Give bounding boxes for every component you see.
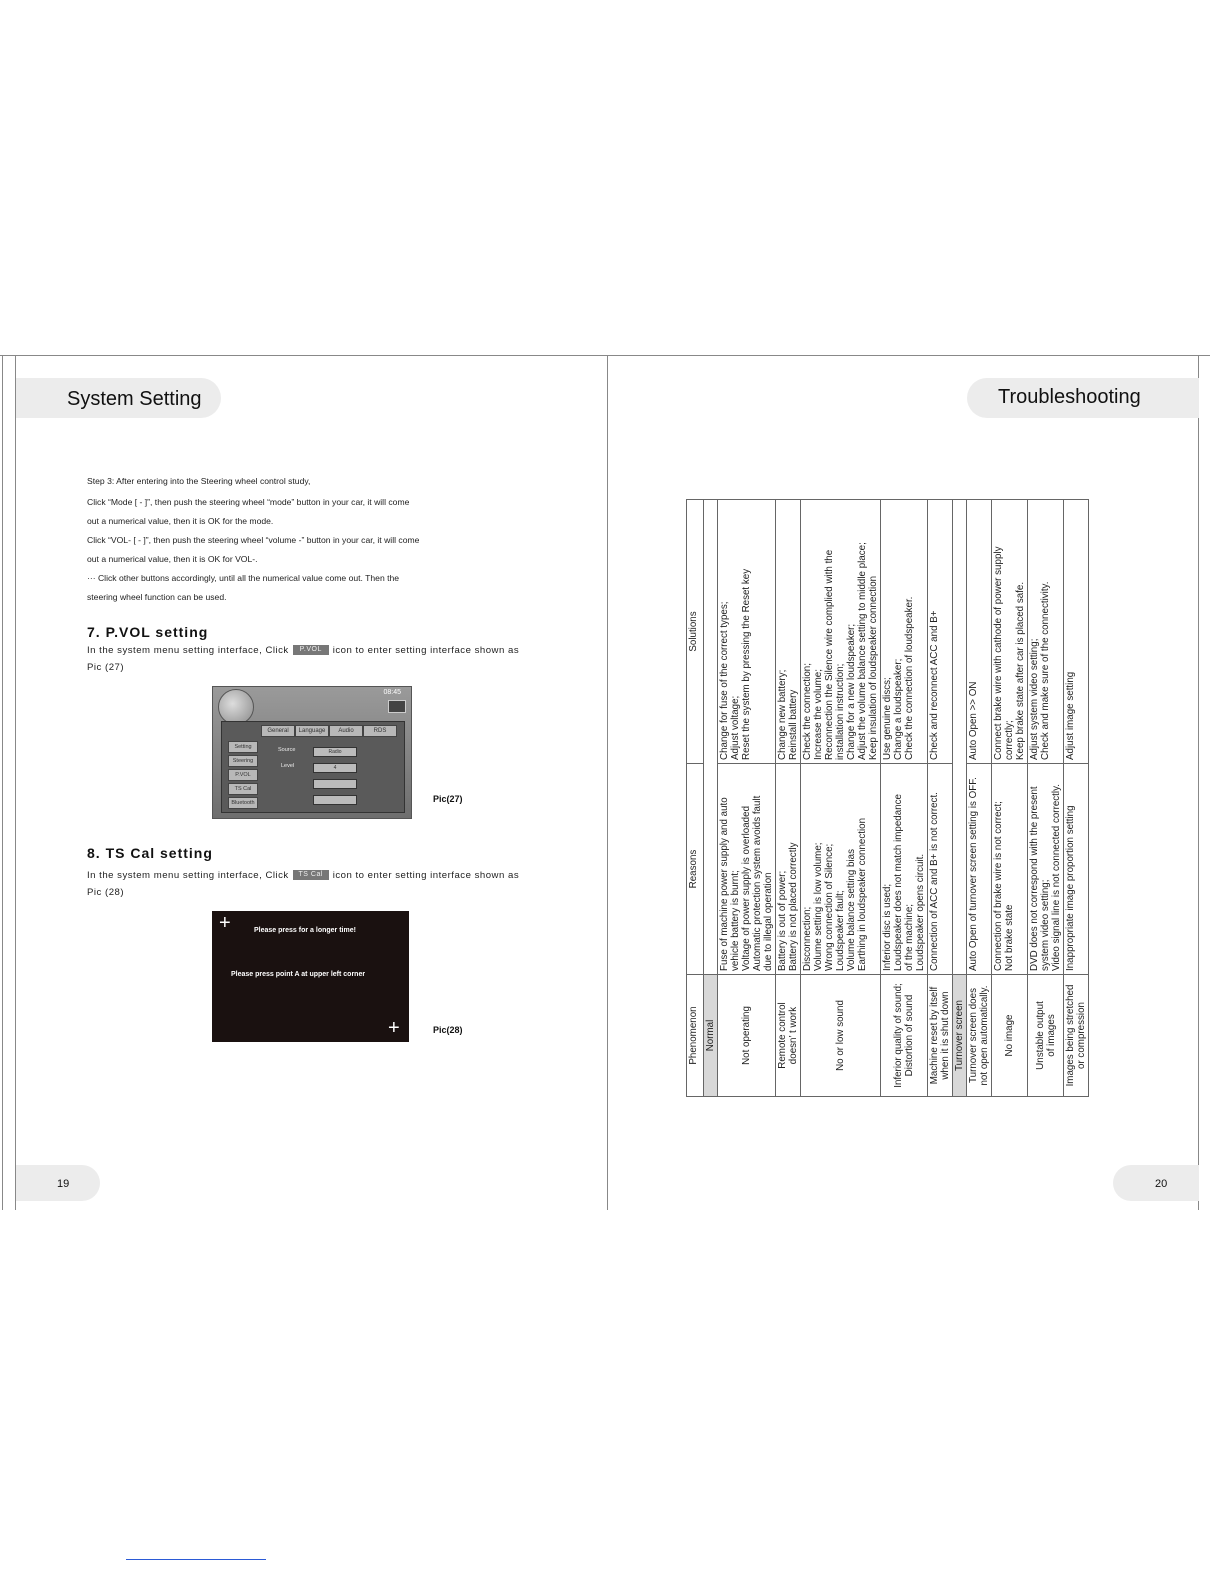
crosshair-icon: +	[219, 912, 231, 934]
screen-line2: Please press point A at upper left corner	[231, 971, 366, 978]
category-cell: Turnover screen	[953, 975, 967, 1097]
solutions-line: Keep brake state after car is placed safe.	[1015, 581, 1026, 760]
section-heading-tscal: 8. TS Cal setting	[87, 845, 213, 861]
intro-line: steering wheel function can be used.	[87, 592, 227, 602]
table-row	[928, 500, 953, 1097]
reasons-line: Volume setting is low volume;	[813, 842, 824, 971]
section-text-pvol	[87, 645, 519, 656]
blank-field	[313, 795, 357, 805]
screen-line1: Please press for a longer time!	[254, 927, 356, 934]
section-text-pvol-line2: Pic (27)	[87, 662, 125, 673]
side-steering: Steering	[228, 755, 258, 767]
spine	[607, 355, 608, 1210]
solutions-line: Auto Open >> ON	[968, 681, 979, 760]
solutions-line: Change new battery;	[777, 669, 788, 760]
col-header-solutions: Solutions	[687, 500, 704, 764]
underline-mark	[126, 1559, 266, 1560]
reasons-cell	[801, 764, 881, 975]
side-setting: Setting	[228, 741, 258, 753]
reasons-line: Earthing in loudspeaker connection	[857, 817, 868, 971]
phenomenon-line: Remote control	[777, 1002, 788, 1069]
intro-line: out a numerical value, then it is OK for VOL-.	[87, 554, 258, 564]
reasons-cell	[1028, 764, 1064, 975]
reasons-cell	[881, 764, 928, 975]
category-cell: Normal	[704, 975, 718, 1097]
tscal-screen-image	[212, 911, 409, 1042]
left-inner-margin	[15, 355, 16, 1210]
reasons-line: Video signal line is not connected correctly.	[1051, 784, 1062, 971]
pvol-screen-image	[212, 686, 412, 819]
intro-line: out a numerical value, then it is OK for the mode.	[87, 516, 274, 526]
table-row	[1028, 500, 1064, 1097]
tscal-icon[interactable]: TS Cal	[293, 870, 329, 880]
reasons-line: Fuse of machine power supply and auto	[719, 797, 730, 971]
solutions-line: Check and make sure of the connectivity.	[1040, 581, 1051, 760]
section-text-tscal-line2: Pic (28)	[87, 887, 125, 898]
level-field: 4	[313, 763, 357, 773]
phenomenon-cell	[967, 975, 992, 1097]
reasons-cell	[718, 764, 776, 975]
reasons-line: Wrong connection of Silence;	[824, 843, 835, 971]
reasons-line: Not brake state	[1004, 904, 1015, 971]
page-number-left: 19	[57, 1178, 70, 1190]
source-label: Source	[278, 747, 296, 753]
solutions-line: Change for fuse of the correct types;	[719, 601, 730, 760]
pic27-caption: Pic(27)	[433, 794, 463, 804]
table-row	[992, 500, 1028, 1097]
table-row	[776, 500, 801, 1097]
page-title-troubleshooting: Troubleshooting	[998, 386, 1141, 408]
col-header-reasons: Reasons	[687, 764, 704, 975]
reasons-line: Connection of ACC and B+ is not correct.	[929, 792, 940, 971]
table-row	[1064, 500, 1089, 1097]
side-pvol: P.VOL	[228, 769, 258, 781]
solutions-line: Increase the volume;	[813, 669, 824, 760]
troubleshooting-table	[686, 499, 1089, 1097]
back-icon	[388, 700, 406, 713]
phenomenon-cell	[801, 975, 881, 1097]
solutions-line: Connect brake wire with cathode of power supply	[993, 546, 1004, 760]
text: In the system menu setting interface, Click	[87, 870, 289, 881]
reasons-line: Inappropriate image proportion setting	[1065, 805, 1076, 971]
solutions-line: Reconnection the Silence wire complied with the	[824, 549, 835, 760]
phenomenon-cell	[718, 975, 776, 1097]
solutions-line: Reinstall battery	[788, 689, 799, 760]
table-row	[967, 500, 992, 1097]
solutions-cell	[1028, 500, 1064, 764]
solutions-line: Keep insulation of loudspeaker connection	[868, 575, 879, 760]
reasons-cell	[928, 764, 953, 975]
phenomenon-line: not open automatically.	[979, 985, 990, 1086]
solutions-cell	[928, 500, 953, 764]
pvol-icon[interactable]: P.VOL	[293, 645, 329, 655]
source-field: Radio	[313, 747, 357, 757]
solutions-line: Check the connection;	[802, 663, 813, 760]
solutions-line: Adjust image setting	[1065, 671, 1076, 760]
reasons-line: of the machine;	[904, 904, 915, 971]
solutions-cell	[718, 500, 776, 764]
tab-audio: Audio	[329, 725, 363, 737]
phenomenon-cell	[1028, 975, 1064, 1097]
intro-line: Click “Mode [ - ]”, then push the steering wheel “mode” button in your car, it will come	[87, 497, 410, 507]
knob-icon	[218, 689, 254, 725]
intro-line: Step 3: After entering into the Steering wheel control study,	[87, 476, 311, 486]
reasons-line: Loudspeaker does not match impedance	[893, 793, 904, 971]
phenomenon-line: Turnover screen does	[968, 988, 979, 1083]
reasons-cell	[776, 764, 801, 975]
reasons-line: Connection of brake wire is not correct;	[993, 801, 1004, 971]
solutions-line: correctly;	[1004, 720, 1015, 760]
phenomenon-line: doesn’ t work	[788, 1006, 799, 1065]
reasons-line: Loudspeaker fault;	[835, 890, 846, 971]
solutions-line: Reset the system by pressing the Reset key	[741, 568, 752, 760]
phenomenon-line: Not operating	[741, 1006, 752, 1065]
clock: 08:45	[383, 689, 401, 696]
phenomenon-cell	[881, 975, 928, 1097]
phenomenon-line: Machine reset by itself	[929, 986, 940, 1085]
reasons-line: vehicle battery is burnt;	[730, 870, 741, 971]
reasons-line: Voltage of power supply is overloaded	[741, 805, 752, 971]
troubleshooting-table-rotated	[686, 500, 1120, 1097]
crosshair-icon: +	[388, 1017, 400, 1039]
table-row	[801, 500, 881, 1097]
phenomenon-line: No or low sound	[835, 1000, 846, 1071]
level-label: Level	[281, 763, 295, 769]
right-inner-margin	[1198, 355, 1199, 1210]
category-spacer	[704, 500, 718, 975]
phenomenon-line: No image	[1004, 1014, 1015, 1057]
text: In the system menu setting interface, Click	[87, 645, 289, 656]
solutions-line: installation instruction;	[835, 663, 846, 760]
table-row	[718, 500, 776, 1097]
phenomenon-cell	[992, 975, 1028, 1097]
section-text-tscal	[87, 870, 519, 881]
solutions-line: Adjust voltage;	[730, 695, 741, 760]
phenomenon-cell	[776, 975, 801, 1097]
table-row	[881, 500, 928, 1097]
phenomenon-line: when it is shut down	[940, 991, 951, 1080]
reasons-line: Battery is out of power;	[777, 870, 788, 971]
solutions-line: Check the connection of loudspeaker.	[904, 596, 915, 760]
reasons-line: due to illegal operation	[763, 872, 774, 971]
solutions-cell	[881, 500, 928, 764]
side-bluetooth: Bluetooth	[228, 797, 258, 809]
phenomenon-line: Images being stretched	[1065, 984, 1076, 1087]
text: icon to enter setting interface shown as	[332, 870, 520, 881]
solutions-line: Adjust the volume balance setting to middle place;	[857, 542, 868, 760]
reasons-line: Battery is not placed correctly	[788, 842, 799, 971]
phenomenon-line: Unstable output	[1034, 1001, 1046, 1070]
solutions-line: Check and reconnect ACC and B+	[929, 610, 940, 760]
phenomenon-line: or compression	[1076, 1002, 1087, 1069]
pic28-caption: Pic(28)	[433, 1025, 463, 1035]
col-header-phenomenon: Phenomenon	[687, 975, 704, 1097]
solutions-line: Change a loudspeaker;	[893, 658, 904, 760]
reasons-line: Auto Open of turnover screen setting is OFF.	[968, 777, 979, 971]
reasons-cell	[992, 764, 1028, 975]
solutions-cell	[776, 500, 801, 764]
reasons-cell	[967, 764, 992, 975]
reasons-line: DVD does not correspond with the present	[1029, 786, 1040, 971]
tab-general: General	[261, 725, 295, 737]
intro-line: ··· Click other buttons accordingly, until all the numerical value come out. Then the	[87, 573, 400, 583]
top-border	[0, 355, 1210, 356]
section-heading-pvol: 7. P.VOL setting	[87, 624, 209, 640]
reasons-line: Volume balance setting bias	[846, 849, 857, 971]
text: icon to enter setting interface shown as	[332, 645, 520, 656]
solutions-cell	[801, 500, 881, 764]
reasons-line: system video setting;	[1040, 879, 1051, 971]
reasons-line: Automatic protection system avoids fault	[752, 795, 763, 971]
phenomenon-cell	[928, 975, 953, 1097]
blank-field	[313, 779, 357, 789]
solutions-line: Change for a new loudspeaker;	[846, 623, 857, 760]
tab-rds: RDS	[363, 725, 397, 737]
solutions-cell	[992, 500, 1028, 764]
reasons-line: Loudspeaker opens circuit.	[915, 853, 926, 971]
reasons-line: Inferior disc is used;	[882, 883, 893, 971]
side-tscal: TS Cal	[228, 783, 258, 795]
phenomenon-line: Distortion of sound	[904, 994, 915, 1077]
phenomenon-cell	[1064, 975, 1089, 1097]
page-title-system-setting: System Setting	[67, 388, 202, 410]
category-row	[704, 500, 718, 1097]
solutions-cell	[967, 500, 992, 764]
phenomenon-line: Inferior quality of sound;	[893, 983, 904, 1088]
table-body	[704, 500, 1089, 1097]
reasons-line: Disconnection;	[802, 906, 813, 971]
solutions-line: Use genuine discs;	[882, 677, 893, 760]
category-spacer	[953, 500, 967, 975]
page-number-right: 20	[1155, 1178, 1168, 1190]
tab-language: Language	[295, 725, 329, 737]
intro-line: Click “VOL- [ - ]”, then push the steering wheel “volume -” button in your car, it will come	[87, 535, 420, 545]
category-row	[953, 500, 967, 1097]
left-edge	[2, 355, 3, 1210]
solutions-cell	[1064, 500, 1089, 764]
phenomenon-line: of images	[1045, 1014, 1057, 1057]
reasons-cell	[1064, 764, 1089, 975]
solutions-line: Adjust system video setting;	[1029, 638, 1040, 760]
